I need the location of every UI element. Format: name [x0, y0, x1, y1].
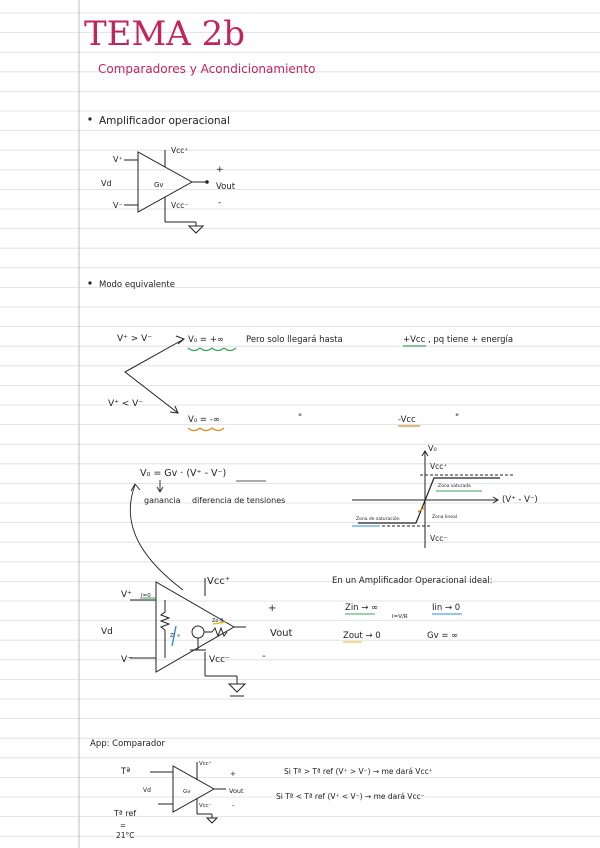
circuit2-vout: Vout — [270, 628, 293, 639]
circuit2-plus-sign: + — [268, 603, 277, 614]
result-top-vcc: +Vcc — [403, 335, 426, 345]
app-vcc-minus: Vcc⁻ — [199, 803, 212, 809]
circuit2-minus-sign: - — [262, 651, 266, 662]
app-t-in: Tª — [121, 767, 131, 777]
output-node — [205, 180, 209, 184]
app-vd: Vd — [143, 787, 151, 794]
circuit2-zout: Zo 0 — [212, 618, 224, 624]
graph-vcc-minus: Vcc⁻ — [430, 534, 448, 543]
difference-label: diferencia de tensiones — [192, 496, 286, 505]
condition-top: V⁺ > V⁻ — [117, 334, 153, 344]
result-top: V₀ = +∞ — [188, 335, 224, 345]
app-heading: App: Comparador — [90, 739, 165, 749]
app-minus-sign: - — [232, 802, 235, 810]
graph-vcc-plus: Vcc⁺ — [430, 462, 448, 471]
page-title: TEMA 2b — [84, 14, 246, 54]
ideal-line2-b: Gv = ∞ — [427, 631, 459, 641]
opamp1-gain: Gv — [154, 181, 164, 189]
opamp1-vcc-minus: Vcc⁻ — [171, 201, 189, 210]
app-t-eq: = — [120, 822, 126, 830]
opamp1-vd: Vd — [101, 179, 112, 188]
app-gain: Gv — [183, 789, 191, 795]
ditto-mark-1: " — [298, 413, 303, 423]
app-vout: Vout — [229, 787, 244, 795]
app-rule-2: Si Tª < Tª ref (V⁺ < V⁻) → me dará Vcc⁻ — [276, 792, 425, 801]
section2-heading: Modo equivalente — [99, 280, 175, 290]
graph-sat-bottom: Zona de saturación — [356, 517, 400, 522]
opamp1-vout: Vout — [216, 182, 236, 192]
graph-xlabel: (V⁺ - V⁻) — [502, 495, 538, 505]
graph-ylabel: V₀ — [428, 444, 437, 453]
page-subtitle: Comparadores y Acondicionamiento — [98, 62, 316, 76]
ideal-heading: En un Amplificador Operacional ideal: — [332, 576, 493, 586]
bullet-dot — [88, 281, 91, 284]
opamp1-plus-sign: + — [216, 165, 224, 175]
graph-sat-top: Zona saturada — [438, 484, 471, 489]
circuit2-vcc-plus: Vcc⁺ — [207, 576, 231, 587]
opamp1-minus-sign: - — [218, 198, 222, 208]
app-plus-sign: + — [230, 770, 236, 778]
bullet-dot — [88, 117, 91, 120]
opamp1-vminus: V⁻ — [113, 201, 123, 210]
result-top-note-a: Pero solo llegará hasta — [246, 335, 343, 345]
app-rule-1: Si Tª > Tª ref (V⁺ > V⁻) → me dará Vcc⁺ — [284, 767, 433, 776]
gain-formula: V₀ = Gv · (V⁺ - V⁻) — [140, 468, 227, 479]
ideal-line1-a: Zin → ∞ — [345, 603, 379, 613]
result-bottom: V₀ = -∞ — [188, 415, 220, 425]
circuit2-vd: Vd — [101, 627, 113, 637]
circuit2-current: I=0 — [141, 593, 151, 599]
curved-arrowhead — [131, 484, 140, 491]
result-top-note-b: , pq tiene + energía — [428, 335, 514, 345]
orange-underline — [188, 428, 224, 431]
opamp1-vplus: V⁺ — [113, 155, 123, 164]
circuit2-vcc-minus: Vcc⁻ — [209, 655, 230, 665]
circuit2-vminus: V⁻ — [121, 655, 132, 665]
section1-heading: Amplificador operacional — [99, 115, 230, 127]
circuit2-vplus: V⁺ — [121, 590, 132, 600]
opamp1-vcc-plus: Vcc⁺ — [171, 146, 189, 155]
result-bottom-vcc: -Vcc — [398, 415, 416, 425]
graph-linear-label: Zona lineal — [432, 515, 458, 520]
app-t-value: 21°C — [116, 831, 135, 840]
opamp-symbol-1 — [124, 150, 206, 233]
ideal-line1-note: I=V/R — [392, 614, 408, 620]
app-t-ref: Tª ref — [114, 809, 137, 818]
circuit2-zin: Zi ∞ — [170, 633, 181, 639]
ideal-line1-b: Iin → 0 — [432, 603, 461, 613]
ditto-mark-2: " — [455, 413, 460, 423]
ideal-line2-a: Zout → 0 — [343, 631, 381, 641]
ruled-lines — [0, 13, 600, 836]
green-underline — [188, 348, 236, 351]
app-vcc-plus: Vcc⁺ — [199, 761, 212, 767]
gain-label: ganancia — [144, 496, 181, 505]
condition-bottom: V⁺ < V⁻ — [108, 399, 144, 409]
